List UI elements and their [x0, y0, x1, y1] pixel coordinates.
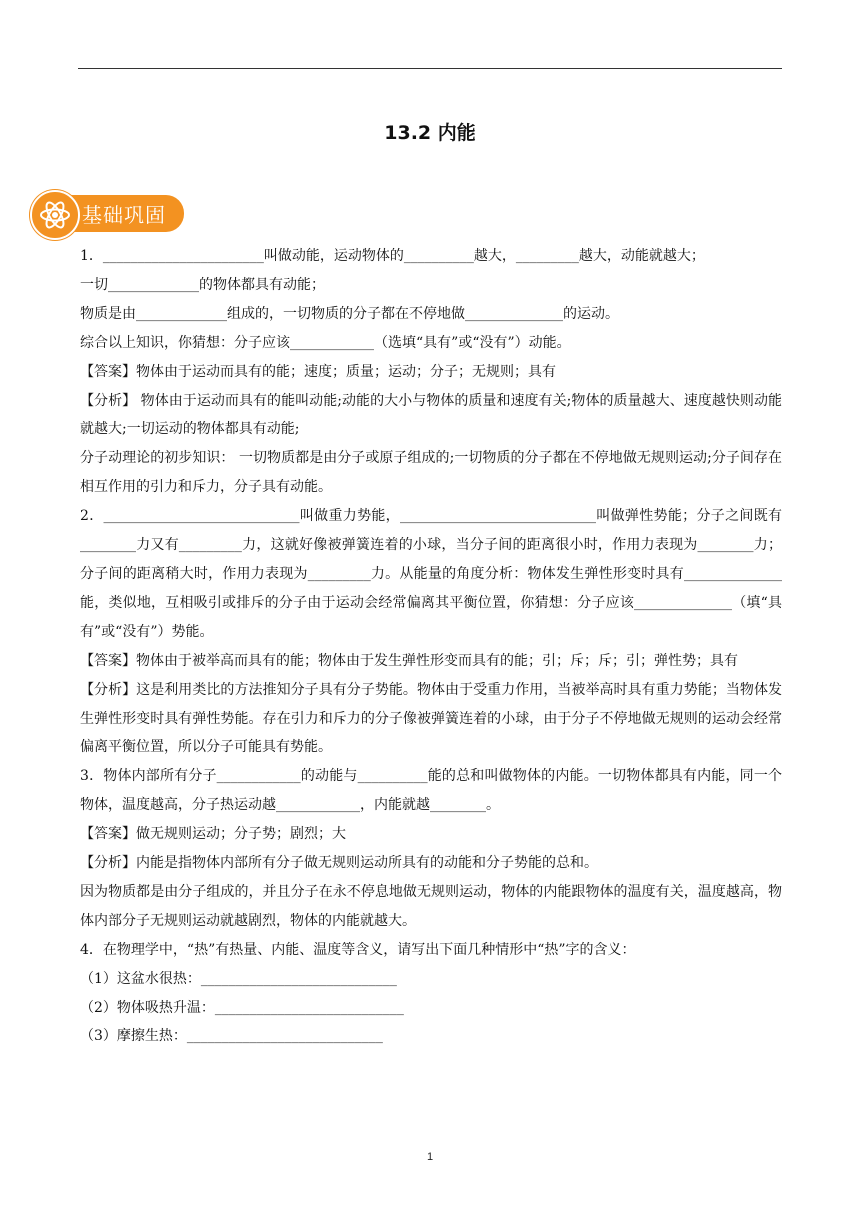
question-1-answer: 【答案】物体由于运动而具有的能；速度；质量；运动；分子；无规则；具有 [80, 363, 556, 380]
question-2: 2．____________________________叫做重力势能，____________________________叫做弹性势能；分子之间既有________力又有_________力，这就好像被弹簧连着的小球，当分子间的距离很小时，作用力表现为________力；分子间的距离稍大时，作用力表现为_________力。从能量的角度分析：物体发生弹性形变时具有______________能，类似地，互相吸引或排斥的分子由于运动会经常偏离其平衡位置，你猜想：分子应该______________（填“具有”或“没有”）势能。 [80, 508, 782, 640]
page-number: 1 [426, 1151, 434, 1163]
question-3-analysis: 【分析】内能是指物体内部所有分子做无规则运动所具有的动能和分子势能的总和。 [80, 855, 598, 872]
question-3-analysis-2: 因为物质都是由分子组成的，并且分子在永不停息地做无规则运动，物体的内能跟物体的温度有关，温度越高，物体内部分子无规则运动就越剧烈，物体的内能就越大。 [80, 883, 782, 929]
question-1-line-1: 1．_______________________叫做动能，运动物体的__________越大，_________越大，动能就越大； [80, 248, 705, 264]
section-title: 基础巩固 [82, 203, 166, 227]
question-1-line-2: 一切_____________的物体都具有动能； [80, 276, 325, 293]
question-1-analysis: 【分析】 物体由于运动而具有的能叫动能;动能的大小与物体的质量和速度有关;物体的质量越大、速度越快则动能就越大;一切运动的物体都具有动能; [80, 392, 782, 438]
question-1-analysis-2: 分子动理论的初步知识： 一切物质都是由分子或原子组成的;一切物质的分子都在不停地做无规则运动;分子间存在相互作用的引力和斥力，分子具有动能。 [80, 450, 782, 496]
question-3-answer: 【答案】做无规则运动；分子势；剧烈；大 [80, 826, 346, 843]
question-1-line-3: 物质是由_____________组成的，一切物质的分子都在不停地做______________的运动。 [80, 305, 619, 322]
header-rule [78, 68, 782, 69]
question-4-item-2: （2）物体吸热升温：___________________________ [80, 999, 404, 1016]
atom-icon-circle [30, 190, 80, 240]
question-4-item-1: （1）这盆水很热：____________________________ [80, 970, 397, 987]
question-3: 3．物体内部所有分子____________的动能与__________能的总和叫做物体的内能。一切物体都具有内能，同一个物体，温度越高，分子热运动越____________，内能就越________。 [80, 768, 782, 814]
question-1-line-4: 综合以上知识，你猜想：分子应该____________（选填“具有”或“没有”）动能。 [80, 334, 571, 351]
document-body [80, 242, 782, 1051]
question-2-analysis: 【分析】这是利用类比的方法推知分子具有分子势能。物体由于受重力作用，当被举高时具有重力势能；当物体发生弹性形变时具有弹性势能。存在引力和斥力的分子像被弹簧连着的小球，由于分子不停地做无规则的运动会经常偏离平衡位置，所以分子可能具有势能。 [80, 681, 782, 756]
question-2-answer: 【答案】物体由于被举高而具有的能；物体由于发生弹性形变而具有的能；引；斥；斥；引；弹性势；具有 [80, 652, 738, 669]
section-badge [30, 190, 186, 238]
page-title: 13.2 内能 [384, 122, 476, 144]
atom-icon [36, 196, 74, 234]
question-4: 4．在物理学中，“热”有热量、内能、温度等含义，请写出下面几种情形中“热”字的含义： [80, 941, 636, 958]
question-4-item-3: （3）摩擦生热：____________________________ [80, 1028, 383, 1045]
